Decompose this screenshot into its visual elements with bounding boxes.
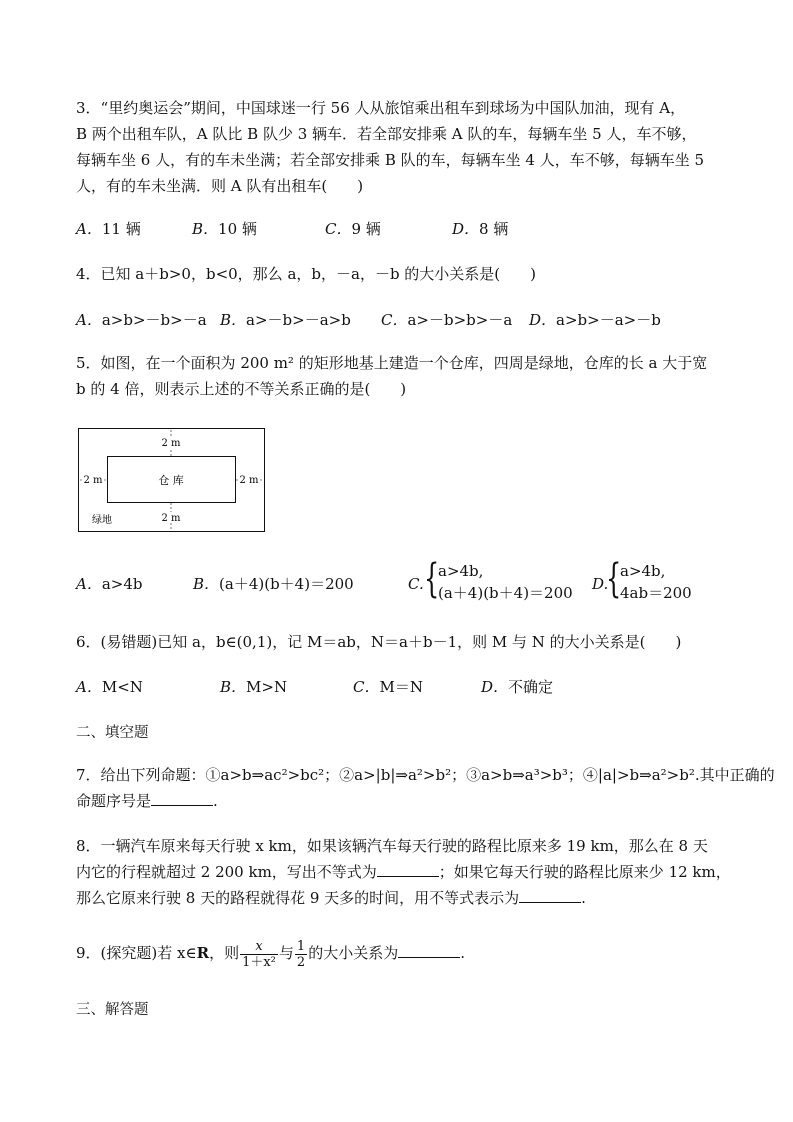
q3-line-4: 人，有的车未坐满．则 A 队有出租车( ) [76, 177, 364, 195]
brace-icon: { [606, 556, 622, 602]
warehouse-diagram [78, 428, 268, 534]
q6-option-a: A．M<N [76, 678, 143, 696]
q4-option-d: D．a>b>－a>－b [529, 311, 661, 329]
q9-fraction-2: $\frac{1}{2}$ [296, 938, 306, 970]
q4-option-b: B．a>－b>－a>b [220, 311, 351, 329]
q5-option-b: B．(a＋4)(b＋4)＝200 [193, 575, 354, 593]
q8-line-3: 那么它原来行驶 8 天的路程就得花 9 天多的时间，用不等式表示为 . [76, 889, 586, 907]
q7-line-1: 7．给出下列命题：①a>b⇒ac²>bc²；②a>|b|⇒a²>b²；③a>b⇒a³>b³；④|a|>b⇒a²>b².其中正确的 [76, 766, 775, 784]
q5-line-1: 5．如图，在一个面积为 200 m² 的矩形地基上建造一个仓库，四周是绿地，仓库的长 a 大于宽 [76, 354, 708, 372]
q6-option-c: C．M＝N [353, 678, 423, 696]
q5-option-c-row-2: (a＋4)(b＋4)＝200 [438, 584, 573, 602]
q8-line-1: 8．一辆汽车原来每天行驶 x km，如果该辆汽车每天行驶的路程比原来多 19 km，那么在 8 天 [76, 837, 708, 855]
q3-line-2: B 两个出租车队，A 队比 B 队少 3 辆车．若全部安排乘 A 队的车，每辆车坐 5 人，车不够， [76, 125, 697, 143]
q6-option-d: D．不确定 [481, 678, 554, 696]
q8-answer-blank-2[interactable] [519, 888, 581, 903]
q5-option-d-row-2: 4ab＝200 [620, 584, 692, 602]
left-margin-label: 2 m [83, 475, 103, 486]
q3-option-c: C．9 辆 [325, 220, 381, 238]
q5-option-d-letter: D. [592, 575, 609, 593]
q5-option-a: A．a>4b [76, 575, 143, 593]
brace-icon: { [424, 556, 440, 602]
q3-option-d: D．8 辆 [452, 220, 509, 238]
green-land-label: 绿地 [92, 515, 112, 526]
warehouse-label: 仓 库 [158, 474, 184, 487]
q5-line-2: b 的 4 倍，则表示上述的不等关系正确的是( ) [76, 380, 407, 398]
q6-option-b: B．M>N [220, 678, 288, 696]
q5-option-c-row-1: a>4b, [438, 562, 484, 580]
q3-option-a: A．11 辆 [76, 220, 141, 238]
right-margin-label: 2 m [239, 475, 259, 486]
q4-stem: 4．已知 a＋b>0，b<0，那么 a，b，－a，－b 的大小关系是( ) [76, 265, 537, 283]
q5-option-d-row-1: a>4b, [620, 562, 666, 580]
q9-fraction-1: $\frac{x}{\text{1＋x²}}$ [242, 938, 276, 970]
q6-stem: 6．(易错题)已知 a，b∈(0,1)，记 M＝ab，N＝a＋b－1，则 M 与 N 的大小关系是( ) [76, 633, 682, 651]
q9-stem: 9．(探究题)若 x∈R，则 $\frac{x}{\text{1＋x²}}$ 与 $\frac{1}{2}$ 的大小关系为 . [76, 938, 465, 970]
section-solution-heading: 三、解答题 [76, 1002, 149, 1018]
q3-line-1: 3．“里约奥运会”期间，中国球迷一行 56 人从旅馆乘出租车到球场为中国队加油，现有 A， [76, 99, 686, 117]
q7-line-2: 命题序号是 . [76, 792, 218, 810]
q7-answer-blank[interactable] [151, 791, 213, 806]
section-fill-in-heading: 二、填空题 [76, 725, 149, 741]
q3-option-b: B．10 辆 [192, 220, 257, 238]
q4-option-a: A．a>b>－b>－a [76, 311, 207, 329]
q9-answer-blank[interactable] [398, 943, 460, 958]
top-margin-label: 2 m [161, 438, 181, 449]
bottom-margin-label: 2 m [161, 513, 181, 524]
q5-option-c-letter: C. [408, 575, 424, 593]
q4-option-c: C．a>－b>b>－a [381, 311, 513, 329]
q3-line-3: 每辆车坐 6 人，有的车未坐满；若全部安排乘 B 队的车，每辆车坐 4 人，车不够，每辆车坐 5 [76, 151, 705, 169]
q8-line-2: 内它的行程就超过 2 200 km，写出不等式为 ；如果它每天行驶的路程比原来少 12 km， [76, 863, 731, 881]
q8-answer-blank-1[interactable] [377, 862, 439, 877]
